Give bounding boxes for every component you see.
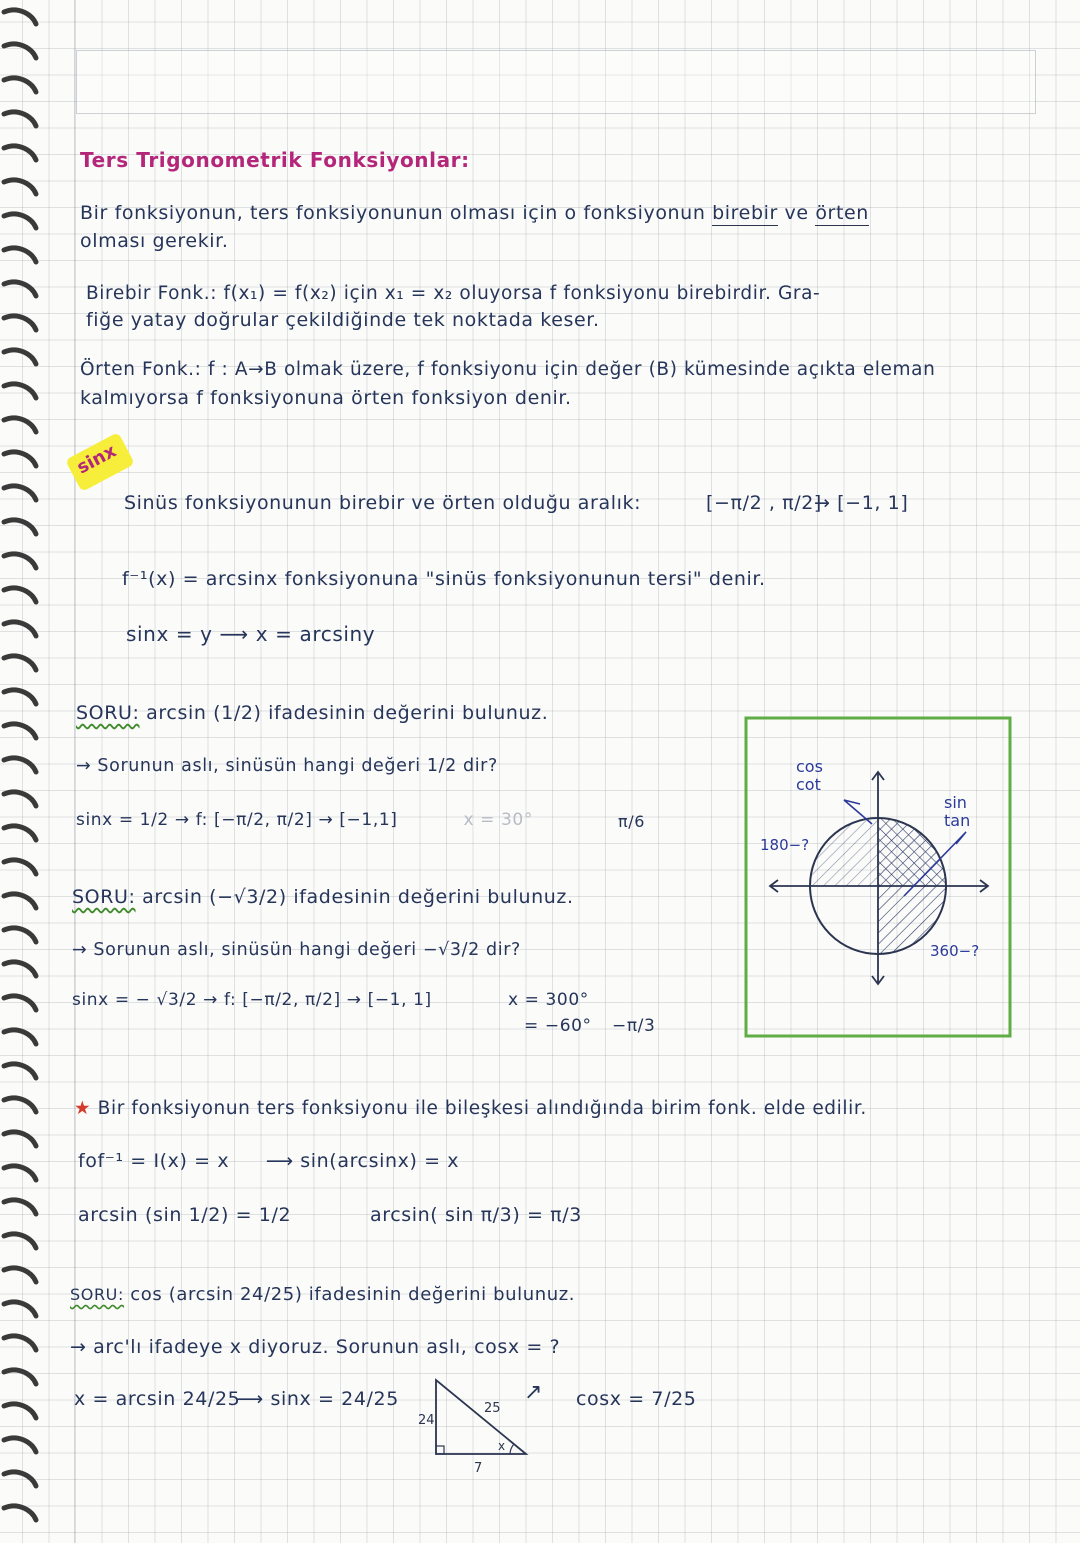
spiral-ring	[4, 1166, 36, 1180]
spiral-ring	[4, 1030, 36, 1044]
intro-birebir: birebir	[712, 202, 778, 224]
spiral-ring	[4, 1506, 36, 1520]
property-text: Bir fonksiyonun ters fonksiyonu ile bileşkesi alındığında birim fonk. elde edilir.	[97, 1098, 867, 1119]
soru1-domain: → f: [−π/2, π/2] → [−1,1]	[174, 810, 398, 830]
label-360: 360−?	[930, 942, 980, 960]
example-1: arcsin (sin 1/2) = 1/2	[78, 1204, 292, 1226]
orten-label: Örten Fonk.:	[80, 359, 202, 380]
spiral-ring	[4, 724, 36, 738]
inverse-definition: f⁻¹(x) = arcsinx	[122, 568, 278, 590]
spiral-ring	[4, 962, 36, 976]
soru1-angle: x = 30°	[463, 810, 533, 830]
spiral-ring	[4, 1438, 36, 1452]
soru1-line	[76, 702, 548, 724]
spiral-ring	[4, 1370, 36, 1384]
sinus-interval-text: Sinüs fonksiyonunun birebir ve örten olduğu aralık:	[124, 492, 642, 514]
soru3-step1: → arc'lı ifadeye x diyoruz. Sorunun aslı, cosx = ?	[70, 1336, 561, 1358]
spiral-ring	[4, 1404, 36, 1418]
sinus-interval-domain: [−π/2 , π/2]	[706, 492, 822, 514]
spiral-ring	[4, 1200, 36, 1214]
birebir-definition: f(x₁) = f(x₂) için x₁ = x₂ oluyorsa f fonksiyonu birebirdir. Gra-	[223, 283, 821, 304]
triangle-shape	[436, 1380, 526, 1454]
soru1-answer: π/6	[618, 812, 646, 831]
label-sin: sin	[944, 793, 967, 812]
label-tan: tan	[944, 811, 971, 830]
page-title: Ters Trigonometrik Fonksiyonlar:	[80, 148, 470, 172]
spiral-binding	[0, 0, 42, 1543]
relation-line: sinx = y ⟶ x = arcsiny	[126, 622, 376, 646]
right-angle-mark	[436, 1446, 444, 1454]
soru2-step1: → Sorunun aslı, sinüsün hangi değeri −√3/2 dir?	[72, 940, 521, 960]
soru2-step2	[72, 990, 432, 1010]
triangle-side-25: 25	[484, 1401, 501, 1416]
intro-ve: ve	[784, 202, 809, 224]
soru2-question: arcsin (−√3/2) ifadesinin değerini bulunuz.	[142, 886, 574, 908]
soru2-angle-neg: = −60°	[524, 1016, 592, 1036]
spiral-ring	[4, 996, 36, 1010]
spiral-ring	[4, 1268, 36, 1282]
sin-arcsin-identity: ⟶ sin(arcsinx) = x	[265, 1150, 460, 1172]
birebir-line-2: fiğe yatay doğrular çekildiğinde tek noktada keser.	[86, 309, 600, 331]
property-line	[74, 1098, 867, 1119]
spiral-ring	[4, 112, 36, 126]
intro-line-2: olması gerekir.	[80, 230, 229, 252]
spiral-ring	[4, 180, 36, 194]
spiral-ring	[4, 928, 36, 942]
soru2-angle: x = 300°	[508, 990, 589, 1010]
label-cos: cos	[796, 757, 823, 776]
angle-x-arc	[510, 1444, 514, 1454]
spiral-ring	[4, 1234, 36, 1248]
soru2-answer: −π/3	[612, 1016, 656, 1036]
orten-line-2: kalmıyorsa f fonksiyonuna örten fonksiyon denir.	[80, 387, 572, 409]
spiral-ring	[4, 214, 36, 228]
triangle-side-24: 24	[418, 1413, 435, 1428]
spiral-ring	[4, 1302, 36, 1316]
spiral-ring	[4, 1472, 36, 1486]
orten-line-1	[80, 359, 935, 380]
birebir-line-1	[86, 283, 820, 304]
spiral-ring	[4, 146, 36, 160]
spiral-ring	[4, 384, 36, 398]
soru3-question: cos (arcsin 24/25) ifadesinin değerini bulunuz.	[130, 1284, 576, 1305]
label-180: 180−?	[760, 836, 810, 854]
intro-text: Bir fonksiyonun, ters fonksiyonunun olması için o fonksiyonun	[80, 202, 706, 224]
soru1-step1: → Sorunun aslı, sinüsün hangi değeri 1/2 dir?	[76, 756, 498, 776]
intro-orten: örten	[815, 202, 869, 224]
soru2-equation: sinx = − √3/2	[72, 990, 198, 1010]
inverse-line	[122, 568, 766, 590]
header-box	[76, 50, 1036, 114]
soru1-equation: sinx = 1/2	[76, 810, 169, 830]
spiral-ring	[4, 690, 36, 704]
spiral-ring	[4, 418, 36, 432]
inverse-name: fonksiyonuna "sinüs fonksiyonunun tersi" denir.	[284, 568, 766, 590]
spiral-ring	[4, 656, 36, 670]
triangle-side-7: 7	[474, 1461, 483, 1476]
sinus-interval-range: → [−1, 1]	[814, 492, 909, 514]
spiral-ring	[4, 452, 36, 466]
spiral-ring	[4, 588, 36, 602]
example-2: arcsin( sin π/3) = π/3	[370, 1204, 582, 1226]
soru3-line	[70, 1284, 575, 1305]
soru3-step2-a: x = arcsin 24/25	[74, 1388, 241, 1410]
sinx-tag: sinx	[73, 440, 120, 479]
spiral-ring	[4, 554, 36, 568]
arrow-icon: ↗	[524, 1380, 544, 1405]
soru3-label: SORU:	[70, 1285, 124, 1304]
spiral-ring	[4, 1098, 36, 1112]
birebir-label: Birebir Fonk.:	[86, 283, 218, 304]
spiral-ring	[4, 486, 36, 500]
soru1-label: SORU:	[76, 702, 140, 724]
spiral-ring	[4, 44, 36, 58]
spiral-ring	[4, 520, 36, 534]
spiral-ring	[4, 78, 36, 92]
triangle-angle-x: x	[498, 1439, 506, 1453]
label-cot: cot	[796, 775, 821, 794]
intro-line-1	[80, 202, 869, 224]
spiral-ring	[4, 894, 36, 908]
soru1-question: arcsin (1/2) ifadesinin değerini bulunuz.	[146, 702, 549, 724]
spiral-ring	[4, 826, 36, 840]
spiral-ring	[4, 1064, 36, 1078]
spiral-ring	[4, 1132, 36, 1146]
soru3-result: cosx = 7/25	[576, 1388, 697, 1410]
soru2-domain: → f: [−π/2, π/2] → [−1, 1]	[203, 990, 432, 1010]
soru2-label: SORU:	[72, 886, 136, 908]
star-icon: ★	[74, 1098, 92, 1119]
orten-definition: f : A→B olmak üzere, f fonksiyonu için değer (B) kümesinde açıkta eleman	[207, 359, 936, 380]
composition-identity: fof⁻¹ = I(x) = x	[78, 1150, 230, 1172]
spiral-ring	[4, 758, 36, 772]
property-formula	[78, 1150, 459, 1172]
spiral-ring	[4, 1336, 36, 1350]
soru1-step2	[76, 810, 533, 830]
spiral-ring	[4, 350, 36, 364]
margin-line	[74, 0, 75, 1543]
unit-circle-diagram	[744, 716, 1014, 1038]
soru3-step2-b: ⟶ sinx = 24/25	[236, 1388, 399, 1410]
spiral-ring	[4, 248, 36, 262]
spiral-ring	[4, 860, 36, 874]
soru2-line	[72, 886, 574, 908]
spiral-ring	[4, 792, 36, 806]
spiral-ring	[4, 316, 36, 330]
spiral-ring	[4, 622, 36, 636]
spiral-ring	[4, 282, 36, 296]
spiral-ring	[4, 10, 36, 24]
